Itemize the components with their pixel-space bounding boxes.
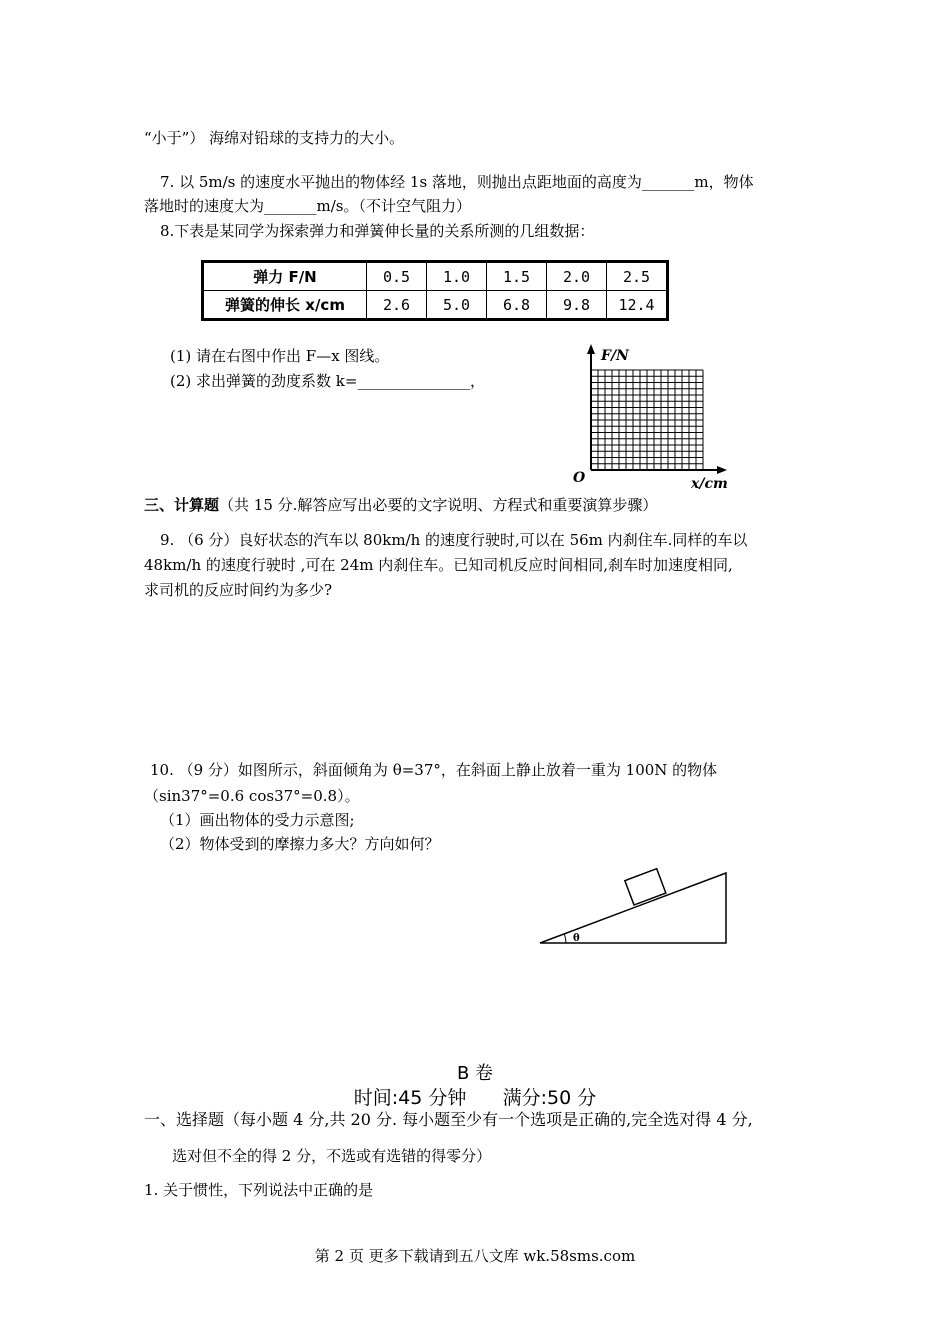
- table-cell: 2.6: [367, 291, 427, 320]
- q10-sub2: （2）物体受到的摩擦力多大？方向如何？: [160, 835, 440, 853]
- section3-heading: [144, 495, 657, 515]
- q9-line1: 9. （6 分）良好状态的汽车以 80km/h 的速度行驶时,可以在 56m 内刹住车.同样的车以: [160, 531, 748, 549]
- partB-score: 满分:50 分: [502, 1087, 597, 1109]
- origin-label: O: [573, 470, 586, 486]
- table-row: [203, 262, 668, 291]
- table-row-label: 弹簧的伸长 x/cm: [203, 291, 367, 320]
- q10-sub1: （1）画出物体的受力示意图;: [160, 811, 355, 829]
- partB-time-score: [0, 1083, 950, 1110]
- qB1: 1. 关于惯性，下列说法中正确的是: [144, 1181, 374, 1199]
- table-cell: 0.5: [367, 262, 427, 291]
- q10-line2: （sin37°=0.6 cos37°=0.8）。: [144, 787, 360, 805]
- q8-sub1: (1) 请在右图中作出 F—x 图线。: [170, 347, 390, 365]
- table-cell: 1.5: [487, 262, 547, 291]
- table-row-label: 弹力 F/N: [203, 262, 367, 291]
- y-axis-arrow: [587, 344, 595, 354]
- q8-intro: 8.下表是某同学为探索弹力和弹簧伸长量的关系所测的几组数据：: [160, 222, 595, 240]
- q7-line1: 7. 以 5m/s 的速度水平抛出的物体经 1s 落地，则抛出点距地面的高度为_______m，物体: [160, 173, 754, 191]
- block-object: [625, 869, 666, 905]
- table-cell: 2.5: [607, 262, 668, 291]
- table-cell: 1.0: [427, 262, 487, 291]
- section3-title: 三、计算题: [144, 496, 220, 514]
- table-cell: 5.0: [427, 291, 487, 320]
- q7-line2: 落地时的速度大为_______m/s。（不计空气阻力）: [144, 197, 471, 215]
- page-footer: 第 2 页 更多下载请到五八文库 wk.58sms.com: [314, 1247, 636, 1265]
- table-row: [203, 291, 668, 320]
- fx-graph: [565, 342, 745, 492]
- table-cell: 9.8: [547, 291, 607, 320]
- spring-data-table: [201, 260, 669, 321]
- x-axis-arrow: [717, 466, 727, 474]
- section3-note: （共 15 分.解答应写出必要的文字说明、方程式和重要演算步骤）: [219, 496, 658, 514]
- answer-blank[interactable]: _______: [641, 173, 695, 191]
- partB-title: B 卷: [456, 1063, 494, 1084]
- y-axis-label: F/N: [601, 348, 629, 364]
- sectionB1-line1: 一、选择题（每小题 4 分,共 20 分. 每小题至少有一个选项是正确的,完全选对得 4 分,: [144, 1110, 753, 1129]
- x-axis-label: x/cm: [691, 476, 728, 492]
- q9-line3: 求司机的反应时间约为多少?: [144, 581, 333, 599]
- table-cell: 12.4: [607, 291, 668, 320]
- angle-arc: [564, 934, 566, 943]
- graph-grid: [591, 370, 703, 470]
- sectionB1-line2: 选对但不全的得 2 分，不选或有选错的得零分）: [172, 1147, 492, 1165]
- answer-blank[interactable]: _______: [264, 197, 317, 215]
- partB-time: 时间:45 分钟: [353, 1087, 467, 1109]
- incline-figure: [536, 864, 736, 948]
- q8-sub2: (2) 求出弹簧的劲度系数 k=_______________，: [170, 372, 485, 390]
- q10-line1: 10. （9 分）如图所示，斜面倾角为 θ=37°，在斜面上静止放着一重为 100N 的物体: [150, 761, 718, 779]
- q6-tail: “小于”） 海绵对铅球的支持力的大小。: [144, 129, 405, 147]
- table-cell: 2.0: [547, 262, 607, 291]
- q9-line2: 48km/h 的速度行驶时 ,可在 24m 内刹住车。已知司机反应时间相同,刹车时加速度相同,: [144, 556, 733, 574]
- angle-label: θ: [573, 933, 580, 944]
- answer-blank[interactable]: _______________: [357, 372, 470, 390]
- table-cell: 6.8: [487, 291, 547, 320]
